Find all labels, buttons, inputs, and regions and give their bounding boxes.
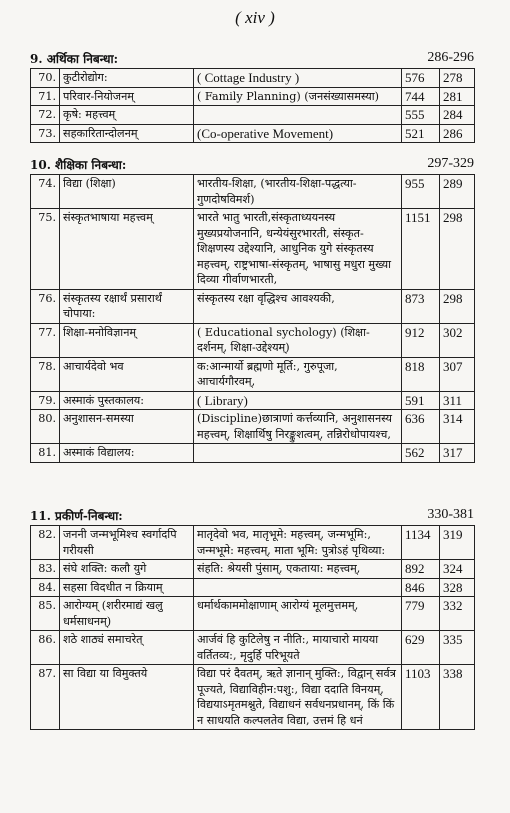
entry-page-original: 1134 (402, 526, 440, 560)
entry-page: 314 (440, 410, 475, 444)
entry-page-original: 892 (402, 560, 440, 579)
entry-number: 73. (31, 124, 60, 143)
section-heading (30, 156, 474, 173)
entry-title: परिवार-नियोजनम् (60, 87, 194, 106)
entry-number: 85. (31, 597, 60, 631)
entry-page-original: 521 (402, 124, 440, 143)
entry-title: आचार्यदेवो भव (60, 357, 194, 391)
table-row (31, 175, 475, 209)
entry-page: 289 (440, 175, 475, 209)
entry-title: शिक्षा-मनोविज्ञानम् (60, 323, 194, 357)
entry-description: संहति: श्रेयसी पुंसाम्, एकताया: महत्त्वम्, (194, 560, 402, 579)
entry-page: 328 (440, 578, 475, 597)
page-number: ( xiv ) (235, 8, 275, 27)
entry-page: 311 (440, 391, 475, 410)
entry-title: आरोग्यम् (शरीरमाद्यं खलु धर्मसाधनम्) (60, 597, 194, 631)
entry-title: अस्माकं विद्यालय: (60, 444, 194, 463)
entry-number: 70. (31, 69, 60, 88)
entry-description: (Co-operative Movement) (194, 124, 402, 143)
entry-number: 84. (31, 578, 60, 597)
table-row (31, 444, 475, 463)
entry-description: मातृदेवो भव, मातृभूमे: महत्त्वम्, जन्मभूमि:, जन्मभूमे: महत्त्वम्, माता भूमि: पुत्रोऽहं पृथिव्या: (194, 526, 402, 560)
entry-title: कुटीरोद्योग: (60, 69, 194, 88)
entry-page-original: 818 (402, 357, 440, 391)
toc-table (30, 525, 475, 730)
entry-page-original: 1151 (402, 209, 440, 290)
entry-description: धर्मार्थकाममोक्षाणाम् आरोग्यं मूलमुत्तमम्, (194, 597, 402, 631)
table-row (31, 357, 475, 391)
section-title: 11. प्रकीर्ण-निबन्धा: (30, 509, 123, 523)
entry-page: 338 (440, 665, 475, 730)
entry-page: 317 (440, 444, 475, 463)
entry-title: संस्कृतभाषाया महत्त्वम् (60, 209, 194, 290)
entry-title: विद्या (शिक्षा) (60, 175, 194, 209)
section-page-range: 330-381 (427, 507, 474, 522)
entry-number: 83. (31, 560, 60, 579)
entry-page-original: 591 (402, 391, 440, 410)
table-row (31, 560, 475, 579)
entry-page: 324 (440, 560, 475, 579)
entry-description: क:आन्मार्यो ब्रह्मणो मूर्ति:, गुरुपूजा, आचार्यगौरवम्, (194, 357, 402, 391)
table-row (31, 526, 475, 560)
entry-number: 78. (31, 357, 60, 391)
entry-description (194, 106, 402, 125)
entry-description: आर्जवं हि कुटिलेषु न नीति:, मायाचारो मायया वर्तितव्य:, मृदुर्हि परिभूयते (194, 631, 402, 665)
entry-page: 302 (440, 323, 475, 357)
entry-description: ( Library) (194, 391, 402, 410)
table-row (31, 578, 475, 597)
entry-number: 81. (31, 444, 60, 463)
entry-title: सहकारितान्दोलनम् (60, 124, 194, 143)
entry-page: 278 (440, 69, 475, 88)
entry-description: भारतीय-शिक्षा, (भारतीय-शिक्षा-पद्धत्या-गुणदोषविमर्श) (194, 175, 402, 209)
entry-page: 319 (440, 526, 475, 560)
entry-description: ( Cottage Industry ) (194, 69, 402, 88)
entry-number: 82. (31, 526, 60, 560)
entry-title: संस्कृतस्य रक्षार्थं प्रसारार्थं चोपाया: (60, 289, 194, 323)
table-row (31, 323, 475, 357)
entry-description (194, 578, 402, 597)
table-row (31, 631, 475, 665)
entry-number: 80. (31, 410, 60, 444)
entry-title: सहसा विदधीत न क्रियाम् (60, 578, 194, 597)
table-row (31, 106, 475, 125)
entry-number: 87. (31, 665, 60, 730)
entry-description: ( Educational sychology) (शिक्षा-दर्शनम्, शिक्षा-उद्देश्यम्) (194, 323, 402, 357)
entry-page: 335 (440, 631, 475, 665)
entry-description: भारते भातु भारती,संस्कृताध्ययनस्य मुख्यप्रयोजनानि, धन्येयंसुरभारती, संस्कृत-शिक्षणस्य उद्देश्यानि, आधुनिक युगे संस्कृतस्य महत्त्वम्, राष्ट्रभाषा-संस्कृतम्, भाषासु मधुरा मुख्या दिव्या गीर्वाणभारती, (194, 209, 402, 290)
entry-number: 75. (31, 209, 60, 290)
section-page-range: 286-296 (427, 50, 474, 65)
table-row (31, 69, 475, 88)
entry-title: जननी जन्मभूमिश्च स्वर्गादपि गरीयसी (60, 526, 194, 560)
entry-title: संघे शक्ति: कलौ युगे (60, 560, 194, 579)
entry-page-original: 555 (402, 106, 440, 125)
table-row (31, 124, 475, 143)
entry-page: 298 (440, 289, 475, 323)
entry-page-original: 873 (402, 289, 440, 323)
entry-page-original: 779 (402, 597, 440, 631)
entry-page: 286 (440, 124, 475, 143)
entry-description: (Discipline)छात्राणां कर्त्तव्यानि, अनुशासनस्य महत्त्वम्, शिक्षार्थिषु निरङ्कुशत्वम्, तन्निरोधोपायश्च, (194, 410, 402, 444)
entry-number: 71. (31, 87, 60, 106)
entry-page-original: 636 (402, 410, 440, 444)
entry-description (194, 444, 402, 463)
section-heading (30, 507, 474, 524)
entry-title: सा विद्या या विमुक्तये (60, 665, 194, 730)
entry-number: 77. (31, 323, 60, 357)
entry-page-original: 912 (402, 323, 440, 357)
entry-page-original: 846 (402, 578, 440, 597)
entry-page: 298 (440, 209, 475, 290)
entry-page-original: 744 (402, 87, 440, 106)
entry-title: कृषे: महत्त्वम् (60, 106, 194, 125)
entry-description: संस्कृतस्य रक्षा वृद्धिश्च आवश्यकी, (194, 289, 402, 323)
table-row (31, 209, 475, 290)
entry-title: शठे शाठ्यं समाचरेत् (60, 631, 194, 665)
entry-title: अनुशासन-समस्या (60, 410, 194, 444)
entry-page-original: 1103 (402, 665, 440, 730)
entry-title: अस्माकं पुस्तकालय: (60, 391, 194, 410)
table-row (31, 391, 475, 410)
table-row (31, 87, 475, 106)
entry-number: 86. (31, 631, 60, 665)
table-row (31, 665, 475, 730)
toc-table (30, 174, 475, 463)
entry-number: 79. (31, 391, 60, 410)
entry-description: ( Family Planning) (जनसंख्यासमस्या) (194, 87, 402, 106)
entry-page-original: 576 (402, 69, 440, 88)
toc-table (30, 68, 475, 143)
table-row (31, 597, 475, 631)
entry-description: विद्या परं दैवतम्, ऋते ज्ञानान् मुक्ति:, विद्वान् सर्वत्र पूज्यते, विद्याविहीन:पशु:, विद्या ददाति विनयम्, विद्ययाऽमृतमश्नुते, विद्याधनं सर्वधनप्रधानम्, किं किं न साधयति कल्पलतेव विद्या, उत्तमं हि धनं (194, 665, 402, 730)
table-row (31, 410, 475, 444)
entry-page: 284 (440, 106, 475, 125)
entry-page: 332 (440, 597, 475, 631)
table-row (31, 289, 475, 323)
entry-number: 72. (31, 106, 60, 125)
section-page-range: 297-329 (427, 156, 474, 171)
entry-number: 74. (31, 175, 60, 209)
section-title: 9. अर्थिका निबन्धा: (30, 52, 119, 66)
entry-page-original: 629 (402, 631, 440, 665)
section-heading (30, 50, 474, 67)
section-title: 10. शैक्षिका निबन्धा: (30, 158, 127, 172)
entry-number: 76. (31, 289, 60, 323)
entry-page-original: 562 (402, 444, 440, 463)
entry-page: 281 (440, 87, 475, 106)
entry-page-original: 955 (402, 175, 440, 209)
entry-page: 307 (440, 357, 475, 391)
